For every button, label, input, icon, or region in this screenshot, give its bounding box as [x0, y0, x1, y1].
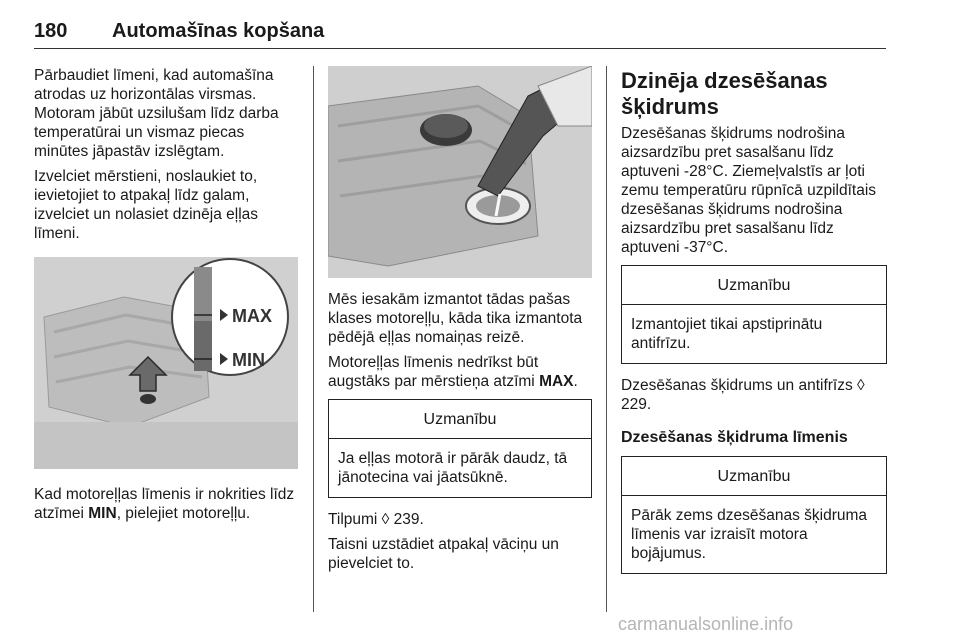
paragraph: Izvelciet mērstieni, noslaukiet to, ievietojiet to atpakaļ līdz galam, izvelciet un nolasiet dzinēja eļļas līmeni. — [34, 168, 259, 242]
paragraph: Dzesēšanas šķidrums un antifrīzs ◊ 229. — [621, 377, 865, 413]
paragraph: Tilpumi ◊ 239. — [328, 511, 424, 528]
page-number: 180 — [34, 20, 68, 42]
section-heading: Dzinēja dzesēšanas šķidrums — [621, 68, 828, 119]
column-right — [621, 66, 887, 586]
caution-notice — [328, 399, 592, 498]
caution-notice — [621, 265, 887, 364]
caution-notice — [621, 456, 887, 574]
paragraph: Taisni uzstādiet atpakaļ vāciņu un pievelciet to. — [328, 536, 559, 572]
paragraph: Dzesēšanas šķidrums nodrošina aizsardzību pret sasalšanu līdz aptuveni -28°C. Ziemeļvalstīs ar ļoti zemu temperatūru rūpnīcā uzpildītais dzesēšanas šķidrums nodrošina aizsardzību pret sasalšanu līdz aptuveni -37°C. — [621, 125, 877, 256]
paragraph: Kad motoreļļas līmenis ir nokrities līdz atzīmei MIN, pielejiet motoreļļu. — [34, 486, 295, 522]
oil-filler-figure — [328, 66, 592, 278]
paragraph: Mēs iesakām izmantot tādas pašas klases motoreļļu, kāda tika izmantota pēdējā eļļas nomaiņas reizē. — [328, 291, 583, 346]
notice-body: Pārāk zems dzesēšanas šķidruma līmenis var izraisīt motora bojājumus. — [631, 507, 868, 562]
notice-heading: Uzmanību — [622, 457, 886, 496]
watermark: carmanualsonline.info — [618, 614, 794, 634]
paragraph: Pārbaudiet līmeni, kad automašīna atrodas uz horizontālas virsmas. Motoram jābūt uzsilušam līdz darba temperatūrai un vismaz piecas minūtes jāpastāv izslēgtam. — [34, 67, 279, 160]
column-left — [34, 66, 300, 529]
min-mark-label: MIN — [232, 350, 265, 370]
column-divider — [606, 66, 607, 612]
dipstick-figure — [34, 257, 298, 469]
oil-filling-illustration — [328, 66, 592, 278]
column-divider — [313, 66, 314, 612]
subsection-heading: Dzesēšanas šķidruma līmenis — [621, 429, 848, 446]
notice-body: Izmantojiet tikai apstiprinātu antifrīzu. — [631, 316, 823, 352]
notice-body: Ja eļļas motorā ir pārāk daudz, tā jānotecina vai jāatsūknē. — [338, 450, 568, 486]
chapter-title: Automašīnas kopšana — [112, 20, 325, 42]
notice-heading: Uzmanību — [329, 400, 591, 439]
max-mark-label: MAX — [232, 306, 272, 326]
engine-dipstick-illustration — [34, 257, 298, 469]
paragraph: Motoreļļas līmenis nedrīkst būt augstāks par mērstieņa atzīmi MAX. — [328, 354, 578, 390]
column-middle — [328, 66, 592, 579]
notice-heading: Uzmanību — [622, 266, 886, 305]
page-header — [34, 14, 886, 49]
